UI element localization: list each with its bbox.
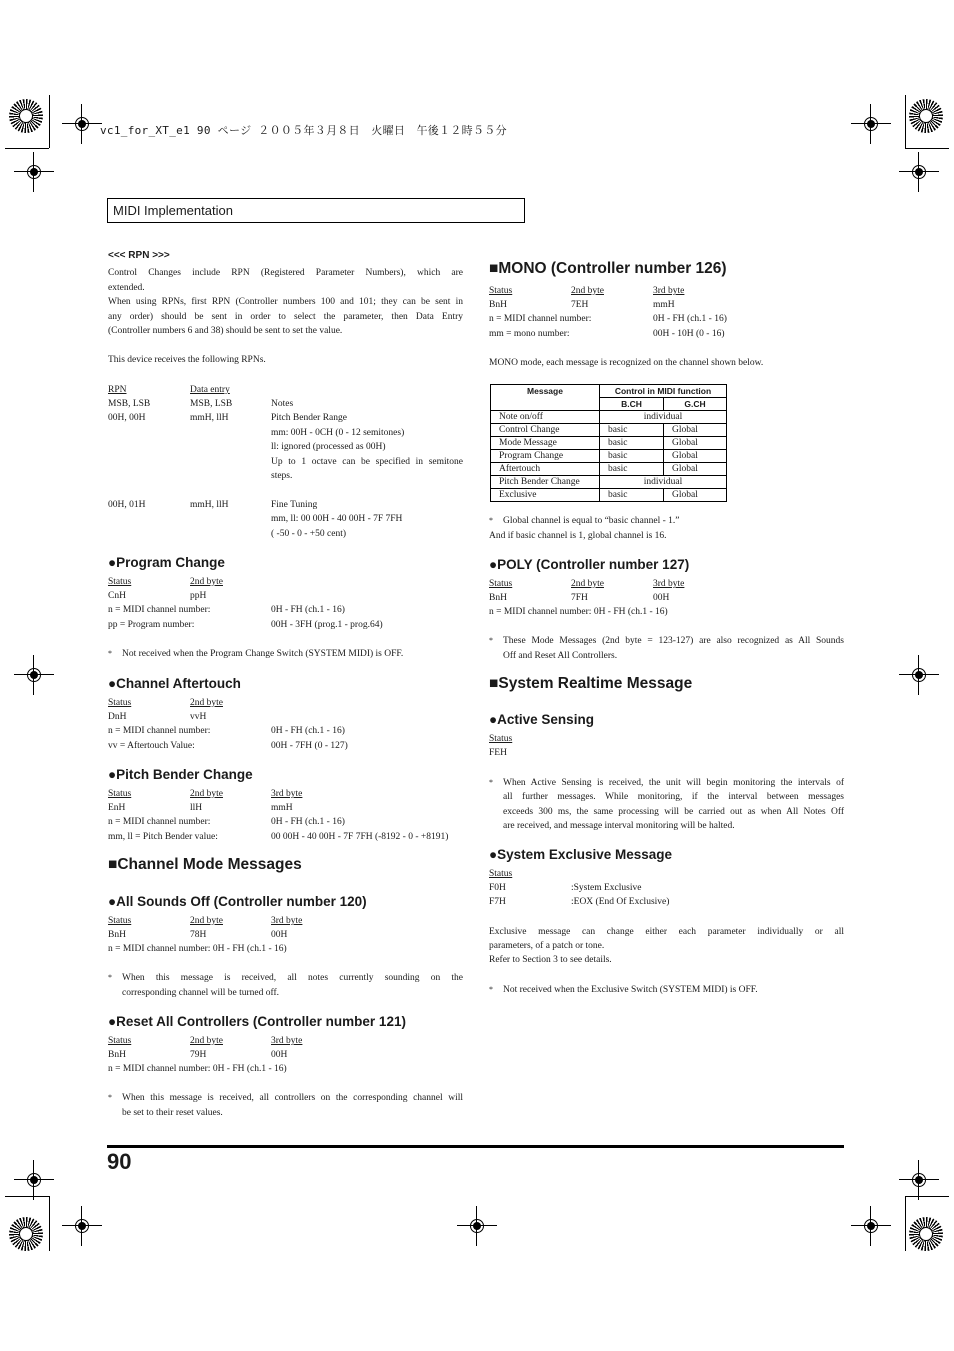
value: FEH [489, 748, 507, 758]
col-header: 2nd byte [190, 698, 223, 708]
col-header: Status [108, 789, 132, 799]
value: pp = Program number: [108, 620, 195, 630]
rpn-col-header: RPN [108, 385, 127, 395]
mode-cell: basic [600, 437, 664, 450]
mode-cell: individual [600, 476, 727, 489]
col-header: Status [108, 577, 132, 587]
value: BnH [108, 930, 126, 940]
crosshair-mark [851, 1206, 891, 1246]
crosshair-mark [14, 655, 54, 695]
channel-aftertouch-heading: ●Channel Aftertouch [108, 676, 241, 691]
rpn-paragraph: When using RPNs, first RPN (Controller numbers 100 and 101; they can be sent in [108, 297, 463, 307]
value: 00H - 3FH (prog.1 - prog.64) [271, 620, 383, 630]
pitch-bender-heading: ●Pitch Bender Change [108, 767, 253, 782]
rpn-cell: mm: 00H - 0CH (0 - 12 semitones) [271, 428, 405, 438]
value: n = MIDI channel number: 0H - FH (ch.1 - 16) [108, 1064, 287, 1074]
rpn-paragraph: This device receives the following RPNs. [108, 355, 266, 365]
mode-cell: Pitch Bender Change [491, 476, 600, 489]
trim-line [49, 95, 50, 148]
mode-cell: Program Change [491, 450, 600, 463]
mode-cell: basic [600, 424, 664, 437]
value: EnH [108, 803, 126, 813]
registration-wheel-top-left [9, 99, 43, 133]
crosshair-mark [899, 152, 939, 192]
print-slug: vc1_for_XT_e1 90 ページ ２００５年３月８日 火曜日 午後１２時５５分 [100, 124, 507, 137]
value: 0H - FH (ch.1 - 16) [271, 817, 345, 827]
right-column: ■MONO (Controller number 126) Status 2nd byte 3rd byte BnH 7EH mmH n = MIDI channel number: 0H - FH (ch.1 - 16) mm = mono number: 00H - 10H (0 - 16) MONO mode, each message is recognized on the channel shown below. Message Control in MIDI function B.CH G.CH Note on/off individual Control Change basic Global Mode Message basic Global Program Change basic Global Aftertouch basic Global Pitch Bender Change individual Exclusive basic Global * Global channel is equal to “basic channel - 1.” And if basic channel is 1, global channel is 16. ●POLY (Controller number 127) Status 2nd byte 3rd byte BnH 7FH 00H n = MIDI channel number: 0H - FH (ch.1 - 16) * These Mode Messages (2nd byte = 123-127) are also recognized as All Sounds Off and Reset All Controllers. ■System Realtime Message ●Active Sensing Status FEH * When Active Sensing is received, the unit will begin monitoring the intervals of all further messages. While monitoring, if the interval between messages exceeds 300 ms, the same processing will be carried out as when All Notes Off are received, and message interval monitoring will be halted. ●System Exclusive Message Status F0H :System Exclusive F7H :EOX (End Of Exclusive) Exclusive message can change either each parameter individually or all parameters, of a patch or tone. Refer to Section 3 to see details. * Not received when the Exclusive Switch (SYSTEM MIDI) is OFF. [489, 260, 844, 995]
mode-cell: Global [664, 489, 727, 502]
program-change-heading: ●Program Change [108, 555, 225, 570]
table-row [491, 424, 727, 437]
col-header: 3rd byte [271, 1036, 303, 1046]
exclusive-paragraph: Exclusive message can change either each parameter individually or all [489, 927, 844, 937]
registration-wheel-bottom-left [9, 1217, 43, 1251]
value: CnH [108, 591, 126, 601]
col-header: 3rd byte [271, 789, 303, 799]
exclusive-paragraph: parameters, of a patch or tone. [489, 941, 605, 951]
col-header: 2nd byte [190, 577, 223, 587]
value: n = MIDI channel number: 0H - FH (ch.1 - 16) [108, 944, 287, 954]
value: 7FH [571, 593, 588, 603]
mode-cell: basic [600, 450, 664, 463]
value: n = MIDI channel number: [108, 605, 211, 615]
value: ppH [190, 591, 207, 601]
mode-cell: Exclusive [491, 489, 600, 502]
value: vv = Aftertouch Value: [108, 741, 195, 751]
value: BnH [489, 593, 507, 603]
mono-description: MONO mode, each message is recognized on the channel shown below. [489, 358, 764, 368]
rpn-cell: Pitch Bender Range [271, 413, 347, 423]
table-row [491, 450, 727, 463]
rpn-cell: Fine Tuning [271, 500, 318, 510]
value: 00H [653, 593, 670, 603]
mode-table-header: Control in MIDI function [600, 385, 727, 398]
value: mm = mono number: [489, 329, 570, 339]
col-header: 2nd byte [571, 286, 604, 296]
rpn-cell: Notes [271, 399, 294, 409]
value: n = MIDI channel number: [108, 817, 211, 827]
mode-table [490, 384, 727, 502]
footer-rule [107, 1145, 844, 1148]
value: n = MIDI channel number: 0H - FH (ch.1 - 16) [489, 607, 668, 617]
mode-cell: Global [664, 437, 727, 450]
left-column: <<< RPN >>> Control Changes include RPN (Registered Parameter Numbers), which are extended. When using RPNs, first RPN (Controller numbers 100 and 101; they can be sent in any order) should be sent in order to select the parameter, then Data Entry (Controller numbers 6 and 38) should be sent to set the value. This device receives the following RPNs. RPN Data entry MSB, LSB MSB, LSB Notes 00H, 00H mmH, llH Pitch Bender Range mm: 00H - 0CH (0 - 12 semitones) ll: ignored (processed as 00H) Up to 1 octave can be specified in semitone steps. 00H, 01H mmH, llH Fine Tuning mm, ll: 00 00H - 40 00H - 7F 7FH ( -50 - 0 - +50 cent) ●Program Change Status 2nd byte CnH ppH n = MIDI channel number: 0H - FH (ch.1 - 16) pp = Program number: 00H - 3FH (prog.1 - prog.64) * Not received when the Program Change Switch (SYSTEM MIDI) is OFF. ●Channel Aftertouch Status 2nd byte DnH vvH n = MIDI channel number: 0H - FH (ch.1 - 16) vv = Aftertouch Value: 00H - 7FH (0 - 127) ●Pitch Bender Change Status 2nd byte 3rd byte EnH llH mmH n = MIDI channel number: 0H - FH (ch.1 - 16) mm, ll = Pitch Bender value: 00 00H - 40 00H - 7F 7FH (-8192 - 0 - +8191) ■Channel Mode Messages ●All Sounds Off (Controller number 120) Status 2nd byte 3rd byte BnH 78H 00H n = MIDI channel number: 0H - FH (ch.1 - 16) * When this message is received, all notes currently sounding on the corresponding channel will be turned off. ●Reset All Controllers (Controller number 121) Status 2nd byte 3rd byte BnH 79H 00H n = MIDI channel number: 0H - FH (ch.1 - 16) * When this message is received, all controllers on the corresponding channel will be set to their reset values. [108, 250, 463, 1118]
mode-cell: basic [600, 463, 664, 476]
crosshair-mark [851, 104, 891, 144]
value: 78H [190, 930, 207, 940]
reset-all-controllers-heading: ●Reset All Controllers (Controller number 121) [108, 1014, 406, 1029]
mode-cell: basic [600, 489, 664, 502]
rpn-cell: MSB, LSB [190, 399, 233, 409]
all-sounds-off-heading: ●All Sounds Off (Controller number 120) [108, 894, 367, 909]
table-row [491, 476, 727, 489]
table-row [491, 463, 727, 476]
global-note: And if basic channel is 1, global channel is 16. [489, 531, 667, 541]
mode-cell: Control Change [491, 424, 600, 437]
mode-cell: Global [664, 463, 727, 476]
value: :System Exclusive [571, 883, 642, 893]
exclusive-paragraph: Refer to Section 3 to see details. [489, 955, 612, 965]
value: BnH [489, 300, 507, 310]
poly-heading: ●POLY (Controller number 127) [489, 557, 690, 572]
rpn-cell: mmH, llH [190, 500, 229, 510]
value: DnH [108, 712, 127, 722]
crosshair-mark [14, 152, 54, 192]
mode-cell: Global [664, 424, 727, 437]
rpn-cell: 00H, 01H [108, 500, 146, 510]
value: 00H - 10H (0 - 16) [653, 329, 725, 339]
system-exclusive-heading: ●System Exclusive Message [489, 847, 673, 862]
trim-line [49, 1196, 50, 1251]
rpn-cell: Up to 1 octave can be specified in semitone [271, 457, 463, 467]
trim-line [5, 148, 49, 149]
mode-cell: Aftertouch [491, 463, 600, 476]
col-header: Status [489, 869, 513, 879]
value: mm, ll = Pitch Bender value: [108, 832, 218, 842]
crosshair-mark [62, 104, 102, 144]
page-number: 90 [107, 1149, 132, 1174]
mode-cell: Global [664, 450, 727, 463]
value: n = MIDI channel number: [489, 314, 592, 324]
rpn-paragraph: extended. [108, 283, 145, 293]
col-header: 2nd byte [571, 579, 604, 589]
value: llH [190, 803, 203, 813]
mode-cell: individual [600, 411, 727, 424]
rpn-paragraph: Control Changes include RPN (Registered Parameter Numbers), which are [108, 268, 463, 278]
value: 0H - FH (ch.1 - 16) [271, 726, 345, 736]
trim-line [905, 148, 949, 149]
crosshair-mark [899, 1160, 939, 1200]
value: 0H - FH (ch.1 - 16) [653, 314, 727, 324]
col-header: Status [489, 734, 513, 744]
rpn-col-header: Data entry [190, 385, 230, 395]
rpn-cell: steps. [271, 471, 293, 481]
col-header: 2nd byte [190, 789, 223, 799]
value: F7H [489, 897, 506, 907]
col-header: 2nd byte [190, 1036, 223, 1046]
section-header: MIDI Implementation [107, 198, 525, 223]
rpn-cell: mmH, llH [190, 413, 229, 423]
value: 00H [271, 1050, 288, 1060]
mode-table-header: Message [491, 385, 600, 411]
crosshair-mark [62, 1206, 102, 1246]
rpn-paragraph: any order) should be sent in order to select the parameter, then Data Entry [108, 312, 463, 322]
system-realtime-heading: ■System Realtime Message [489, 675, 693, 692]
trim-line [5, 1196, 49, 1197]
table-row [491, 489, 727, 502]
value: 79H [190, 1050, 207, 1060]
rpn-cell: 00H, 00H [108, 413, 146, 423]
col-header: 3rd byte [653, 579, 685, 589]
rpn-paragraph: (Controller numbers 6 and 38) should be sent to set the value. [108, 326, 343, 336]
registration-wheel-bottom-right [909, 1217, 943, 1251]
col-header: 2nd byte [190, 916, 223, 926]
registration-wheel-top-right [909, 99, 943, 133]
active-sensing-heading: ●Active Sensing [489, 712, 594, 727]
col-header: Status [489, 286, 513, 296]
value: :EOX (End Of Exclusive) [571, 897, 670, 907]
value: mmH [653, 300, 675, 310]
crosshair-mark [14, 1160, 54, 1200]
mode-table-header: B.CH [600, 398, 664, 411]
col-header: 3rd byte [653, 286, 685, 296]
col-header: Status [108, 698, 132, 708]
mode-table-header: G.CH [664, 398, 727, 411]
col-header: Status [108, 916, 132, 926]
table-row [491, 437, 727, 450]
trim-line [905, 1196, 949, 1197]
rpn-cell: MSB, LSB [108, 399, 151, 409]
mode-cell: Mode Message [491, 437, 600, 450]
col-header: 3rd byte [271, 916, 303, 926]
trim-line [905, 95, 906, 148]
mono-heading: ■MONO (Controller number 126) [489, 260, 727, 277]
value: mmH [271, 803, 293, 813]
value: n = MIDI channel number: [108, 726, 211, 736]
value: F0H [489, 883, 506, 893]
rpn-heading: <<< RPN >>> [108, 250, 170, 261]
value: 7EH [571, 300, 589, 310]
rpn-cell: mm, ll: 00 00H - 40 00H - 7F 7FH [271, 514, 403, 524]
rpn-cell: ( -50 - 0 - +50 cent) [271, 529, 346, 539]
col-header: Status [489, 579, 513, 589]
value: vvH [190, 712, 207, 722]
table-row [491, 411, 727, 424]
trim-line [905, 1196, 906, 1251]
value: BnH [108, 1050, 126, 1060]
rpn-cell: ll: ignored (processed as 00H) [271, 442, 386, 452]
value: 00 00H - 40 00H - 7F 7FH (-8192 - 0 - +8191) [271, 832, 449, 842]
crosshair-mark [899, 655, 939, 695]
channel-mode-messages-heading: ■Channel Mode Messages [108, 856, 302, 873]
value: 00H - 7FH (0 - 127) [271, 741, 348, 751]
value: 0H - FH (ch.1 - 16) [271, 605, 345, 615]
mode-cell: Note on/off [491, 411, 600, 424]
value: 00H [271, 930, 288, 940]
col-header: Status [108, 1036, 132, 1046]
